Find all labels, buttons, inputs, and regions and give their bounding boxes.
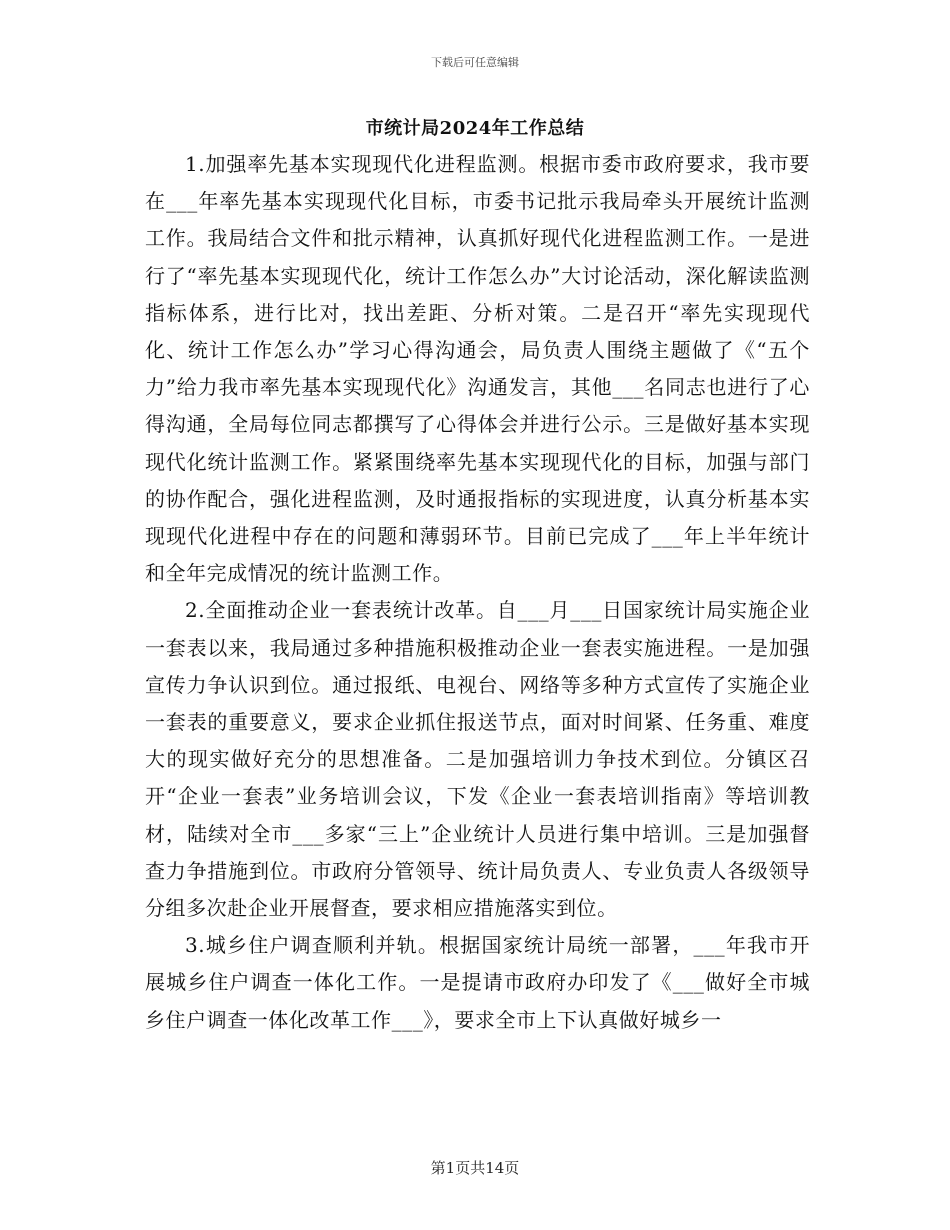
page-number-footer: 第1页共14页 [430,1159,520,1177]
document-title: 市统计局2024年工作总结 [365,118,585,139]
paragraph-2: 2.全面推动企业一套表统计改革。自___月___日国家统计局实施企业一套表以来，我局通过多种措施积极推动企业一套表实施进程。一是加强宣传力争认识到位。通过报纸、电视台、网络等多种方式宣传了实施企业一套表的重要意义，要求企业抓住报送节点，面对时间紧、任务重、难度大的现实做好充分的思想准备。二是加强培训力争技术到位。分镇区召开“企业一套表”业务培训会议，下发《企业一套表培训指南》等培训教材，陆续对全市___多家“三上”企业统计人员进行集中培训。三是加强督查力争措施到位。市政府分管领导、统计局负责人、专业负责人各级领导分组多次赴企业开展督查，要求相应措施落实到位。 [145,598,810,921]
document-body [145,146,810,1039]
header-note: 下载后可任意编辑 [431,56,519,69]
paragraph-1: 1.加强率先基本实现现代化进程监测。根据市委市政府要求，我市要在___年率先基本实现现代化目标，市委书记批示我局牵头开展统计监测工作。我局结合文件和批示精神，认真抓好现代化进程监测工作。一是进行了“率先基本实现现代化，统计工作怎么办”大讨论活动，深化解读监测指标体系，进行比对，找出差距、分析对策。二是召开“率先实现现代化、统计工作怎么办”学习心得沟通会，局负责人围绕主题做了《“五个力”给力我市率先基本实现现代化》沟通发言，其他___名同志也进行了心得沟通，全局每位同志都撰写了心得体会并进行公示。三是做好基本实现现代化统计监测工作。紧紧围绕率先基本实现现代化的目标，加强与部门的协作配合，强化进程监测，及时通报指标的实现进度，认真分析基本实现现代化进程中存在的问题和薄弱环节。目前已完成了___年上半年统计和全年完成情况的统计监测工作。 [145,152,810,586]
paragraph-3: 3.城乡住户调查顺利并轨。根据国家统计局统一部署，___年我市开展城乡住户调查一体化工作。一是提请市政府办印发了《___做好全市城乡住户调查一体化改革工作___》，要求全市上下认真做好城乡一 [145,933,810,1032]
